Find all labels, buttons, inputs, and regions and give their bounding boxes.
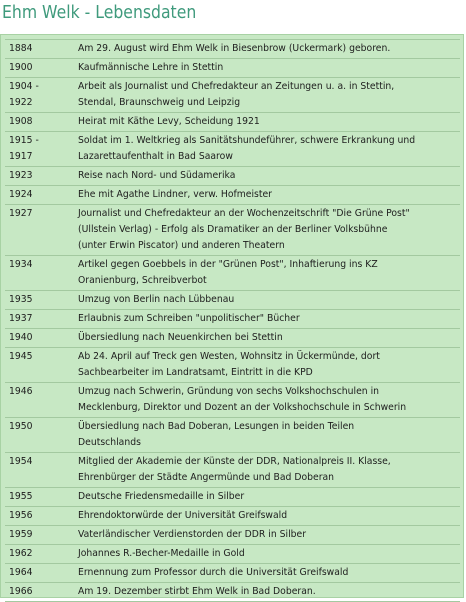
year-cell (5, 132, 75, 167)
year-cell (5, 348, 75, 383)
year-line: 1908 (9, 116, 33, 127)
year-cell (5, 78, 75, 113)
event-cell (75, 132, 460, 167)
event-line: Johannes R.-Becher-Medaille in Gold (78, 548, 245, 559)
event-cell (75, 488, 460, 507)
year-cell (5, 583, 75, 602)
year-line: 1954 (9, 456, 33, 467)
event-line: Ehrendoktorwürde der Universität Greifswald (78, 510, 288, 521)
year-line: 1940 (9, 332, 33, 343)
event-line: Stendal, Braunschweig und Leipzig (78, 97, 241, 108)
event-line: Ehrenbürger der Städte Angermünde und Bad Doberan (78, 472, 335, 483)
table-row (5, 205, 460, 256)
year-line: 1945 (9, 351, 33, 362)
event-line: Sachbearbeiter im Landratsamt, Eintritt in die KPD (78, 367, 313, 378)
year-line: 1962 (9, 548, 33, 559)
year-cell (5, 205, 75, 256)
event-line: Mecklenburg, Direktor und Dozent an der Volkshochschule in Schwerin (78, 402, 407, 413)
event-cell (75, 59, 460, 78)
event-cell (75, 383, 460, 418)
event-cell (75, 348, 460, 383)
event-line: Lazarettaufenthalt in Bad Saarow (78, 151, 233, 162)
table-row (5, 583, 460, 602)
event-line: Deutsche Friedensmedaille in Silber (78, 491, 245, 502)
year-line: 1964 (9, 567, 33, 578)
event-cell (75, 291, 460, 310)
table-row (5, 310, 460, 329)
event-cell (75, 167, 460, 186)
table-row (5, 186, 460, 205)
event-line: Vaterländischer Verdienstorden der DDR in Silber (78, 529, 307, 540)
table-row (5, 329, 460, 348)
table-row (5, 78, 460, 113)
timeline-table-container (0, 34, 464, 598)
year-line: 1923 (9, 170, 33, 181)
year-cell (5, 40, 75, 59)
event-line: (Ullstein Verlag) - Erfolg als Dramatiker an der Berliner Volksbühne (78, 224, 388, 235)
year-cell (5, 545, 75, 564)
table-row (5, 564, 460, 583)
year-cell (5, 507, 75, 526)
year-line: 1955 (9, 491, 33, 502)
event-cell (75, 583, 460, 602)
year-line: 1922 (9, 97, 33, 108)
timeline-body (5, 40, 460, 602)
year-cell (5, 418, 75, 453)
year-cell (5, 59, 75, 78)
event-cell (75, 329, 460, 348)
year-line: 1934 (9, 259, 33, 270)
year-line: 1927 (9, 208, 33, 219)
table-row (5, 256, 460, 291)
year-cell (5, 488, 75, 507)
event-line: Journalist und Chefredakteur an der Wochenzeitschrift "Die Grüne Post" (78, 208, 410, 219)
event-line: Heirat mit Käthe Levy, Scheidung 1921 (78, 116, 260, 127)
event-line: Artikel gegen Goebbels in der "Grünen Post", Inhaftierung ins KZ (78, 259, 378, 270)
year-line: 1946 (9, 386, 33, 397)
timeline-table (5, 39, 460, 602)
year-cell (5, 329, 75, 348)
year-line: 1900 (9, 62, 33, 73)
event-line: Mitglied der Akademie der Künste der DDR, Nationalpreis II. Klasse, (78, 456, 391, 467)
event-line: Ernennung zum Professor durch die Universität Greifswald (78, 567, 349, 578)
table-row (5, 383, 460, 418)
event-line: Erlaubnis zum Schreiben "unpolitischer" Bücher (78, 313, 300, 324)
event-cell (75, 113, 460, 132)
table-row (5, 348, 460, 383)
event-cell (75, 545, 460, 564)
event-cell (75, 453, 460, 488)
year-cell (5, 564, 75, 583)
table-row (5, 545, 460, 564)
year-line: 1917 (9, 151, 33, 162)
year-cell (5, 310, 75, 329)
event-line: Übersiedlung nach Neuenkirchen bei Stettin (78, 332, 283, 343)
year-line: 1884 (9, 43, 33, 54)
event-line: Soldat im 1. Weltkrieg als Sanitätshundeführer, schwere Erkrankung und (78, 135, 416, 146)
year-cell (5, 186, 75, 205)
year-line: 1956 (9, 510, 33, 521)
year-line: 1959 (9, 529, 33, 540)
event-cell (75, 507, 460, 526)
table-row (5, 488, 460, 507)
year-line: 1937 (9, 313, 33, 324)
table-row (5, 113, 460, 132)
year-line: 1924 (9, 189, 33, 200)
event-line: Deutschlands (78, 437, 141, 448)
event-cell (75, 418, 460, 453)
event-line: Oranienburg, Schreibverbot (78, 275, 207, 286)
year-cell (5, 526, 75, 545)
year-cell (5, 453, 75, 488)
year-cell (5, 167, 75, 186)
year-cell (5, 383, 75, 418)
event-cell (75, 40, 460, 59)
table-row (5, 40, 460, 59)
table-row (5, 507, 460, 526)
year-cell (5, 291, 75, 310)
event-line: Umzug nach Schwerin, Gründung von sechs Volkshochschulen in (78, 386, 380, 397)
event-line: Am 19. Dezember stirbt Ehm Welk in Bad Doberan. (78, 586, 316, 597)
page-title: Ehm Welk - Lebensdaten (2, 2, 197, 23)
table-row (5, 132, 460, 167)
year-line: 1950 (9, 421, 33, 432)
event-cell (75, 526, 460, 545)
year-line: 1915 - (9, 135, 39, 146)
event-line: Umzug von Berlin nach Lübbenau (78, 294, 235, 305)
table-row (5, 453, 460, 488)
table-row (5, 291, 460, 310)
event-cell (75, 310, 460, 329)
event-line: (unter Erwin Piscator) und anderen Theatern (78, 240, 285, 251)
table-row (5, 418, 460, 453)
event-line: Am 29. August wird Ehm Welk in Biesenbrow (Uckermark) geboren. (78, 43, 391, 54)
event-cell (75, 78, 460, 113)
year-cell (5, 113, 75, 132)
table-row (5, 59, 460, 78)
event-line: Ab 24. April auf Treck gen Westen, Wohnsitz in Ückermünde, dort (78, 351, 380, 362)
year-cell (5, 256, 75, 291)
event-line: Arbeit als Journalist und Chefredakteur an Zeitungen u. a. in Stettin, (78, 81, 395, 92)
event-line: Übersiedlung nach Bad Doberan, Lesungen in beiden Teilen (78, 421, 355, 432)
event-line: Kaufmännische Lehre in Stettin (78, 62, 224, 73)
year-line: 1904 - (9, 81, 39, 92)
table-row (5, 526, 460, 545)
table-row (5, 167, 460, 186)
event-cell (75, 186, 460, 205)
event-cell (75, 564, 460, 583)
event-line: Reise nach Nord- und Südamerika (78, 170, 236, 181)
year-line: 1966 (9, 586, 33, 597)
event-cell (75, 205, 460, 256)
year-line: 1935 (9, 294, 33, 305)
event-line: Ehe mit Agathe Lindner, verw. Hofmeister (78, 189, 272, 200)
event-cell (75, 256, 460, 291)
